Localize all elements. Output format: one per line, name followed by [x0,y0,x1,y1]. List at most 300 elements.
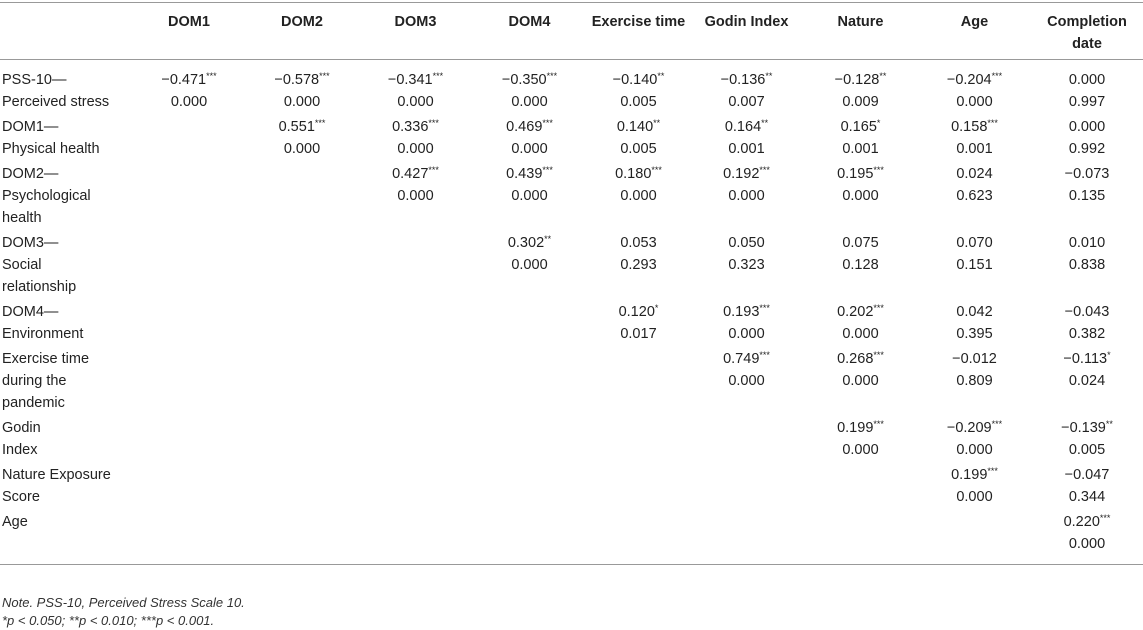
correlation-line [249,69,355,91]
column-header: DOM3 [394,14,437,30]
row-label [0,116,133,163]
p-value: 0.344 [1068,489,1106,505]
correlation-value: 0.336 [392,119,429,135]
table-header [0,3,1143,60]
p-value: 0.000 [842,373,879,389]
row-label-line: PSS-10— [2,72,67,88]
row-label-line: Score [2,489,40,505]
p-value: 0.000 [511,141,548,157]
correlation-value: 0.120 [618,304,655,320]
correlation-line [363,163,468,185]
table-cell [359,116,472,163]
table-cell [587,232,690,301]
table-body [0,60,1143,565]
table-cell [133,232,245,301]
row-label-line: DOM1— [2,119,59,135]
table-cell [1031,163,1143,232]
row-label [0,464,133,511]
significance-mark: *** [987,466,998,476]
p-value: 0.323 [728,257,765,273]
table-cell [1031,511,1143,565]
correlation-value: −0.073 [1064,166,1110,182]
correlation-line [476,163,583,185]
correlation-value: 0.193 [723,304,760,320]
table-cell [690,301,803,348]
row-label [0,163,133,232]
correlation-line [591,116,686,138]
table-row [0,464,1143,511]
table-cell [1031,417,1143,464]
row-label-line: Index [2,442,38,458]
p-value: 0.000 [728,373,765,389]
correlation-line [591,69,686,91]
table-cell [472,116,587,163]
correlation-value: 0.053 [620,235,657,251]
correlation-line [694,232,799,254]
table-cell [472,301,587,348]
significance-mark: *** [428,165,439,175]
significance-mark: * [876,118,881,128]
table-cell [690,348,803,417]
p-value: 0.001 [842,141,879,157]
table-row [0,232,1143,301]
correlation-line [1035,163,1139,185]
correlation-value: 0.199 [951,467,988,483]
correlation-value: 0.165 [840,119,877,135]
correlation-line [922,232,1027,254]
significance-mark: *** [546,71,558,81]
row-label-line: health [2,210,42,226]
correlation-line [363,116,468,138]
p-value: 0.000 [170,94,208,110]
p-value: 0.992 [1068,141,1106,157]
row-label-line: during the [2,373,67,389]
table-cell [690,232,803,301]
header-row [0,3,1143,60]
p-value: 0.000 [283,141,321,157]
table-cell [245,511,359,565]
p-value: 0.000 [283,94,321,110]
p-value: 0.997 [1068,94,1106,110]
table-cell [359,464,472,511]
correlation-line [1035,511,1139,533]
row-label-line: Physical health [2,141,100,157]
correlation-line [922,464,1027,486]
table-cell [359,301,472,348]
table-row [0,348,1143,417]
row-label [0,60,133,117]
correlation-value: −0.128 [834,72,880,88]
correlation-line [249,116,355,138]
correlation-line [476,69,583,91]
note-significance: *p < 0.050; **p < 0.010; ***p < 0.001. [2,613,215,628]
correlation-line [807,301,914,323]
table-cell [803,348,918,417]
correlation-value: 0.469 [506,119,543,135]
p-value: 0.382 [1068,326,1106,342]
table-cell [1031,301,1143,348]
row-label-line: DOM2— [2,166,59,182]
correlation-value: −0.113 [1063,351,1108,367]
correlation-value: −0.012 [952,351,997,367]
correlation-value: −0.578 [274,72,320,88]
table-cell [918,511,1031,565]
table-cell [587,417,690,464]
correlation-line [1035,69,1139,91]
correlation-value: 0.427 [392,166,429,182]
significance-mark: *** [428,118,439,128]
table-cell [690,511,803,565]
p-value: 0.005 [620,94,657,110]
table-cell [918,417,1031,464]
correlation-value: −0.043 [1064,304,1110,320]
p-value: 0.395 [956,326,993,342]
table-cell [133,511,245,565]
significance-mark: * [654,303,659,313]
table-cell [245,301,359,348]
table-cell [918,464,1031,511]
significance-mark: *** [651,165,662,175]
p-value: 0.009 [842,94,879,110]
table-cell [245,116,359,163]
row-label [0,511,133,565]
table-cell [133,60,245,117]
correlation-value: 0.140 [616,119,654,135]
correlation-value: 0.164 [724,119,762,135]
row-label-line: Exercise time [2,351,90,367]
correlation-line [922,116,1027,138]
table-cell [472,163,587,232]
correlation-value: 0.180 [615,166,652,182]
correlation-line [922,301,1027,323]
table-cell [587,116,690,163]
row-label-line: Psychological [2,188,91,204]
p-value: 0.000 [956,489,993,505]
correlation-value: 0.199 [837,420,874,436]
row-label-line: DOM4— [2,304,59,320]
table-cell [918,232,1031,301]
correlation-value: 0.075 [842,235,879,251]
row-label-line: Godin [2,420,41,436]
table-cell [587,301,690,348]
significance-mark: *** [759,303,770,313]
row-label [0,348,133,417]
significance-mark: ** [765,71,773,81]
row-label-line: relationship [2,279,77,295]
significance-mark: *** [542,165,553,175]
table-cell [1031,232,1143,301]
significance-mark: ** [761,118,769,128]
table-cell [918,60,1031,117]
table-row [0,511,1143,565]
table-cell [133,163,245,232]
p-value: 0.135 [1068,188,1106,204]
correlation-line [694,116,799,138]
correlation-line [137,69,241,91]
correlation-table [0,2,1143,565]
table-cell [690,163,803,232]
table-cell [245,417,359,464]
significance-mark: *** [432,71,444,81]
p-value: 0.000 [397,94,434,110]
header-blank [0,3,133,60]
correlation-value: −0.047 [1064,467,1110,483]
p-value: 0.000 [728,188,765,204]
table-cell [359,163,472,232]
p-value: 0.024 [1068,373,1106,389]
table-cell [359,60,472,117]
correlation-line [1035,232,1139,254]
table-cell [245,464,359,511]
correlation-value: 0.202 [837,304,874,320]
table-cell [133,301,245,348]
row-label-line: Nature Exposure [2,467,111,483]
table-cell [690,116,803,163]
correlation-value: 0.439 [506,166,543,182]
table-cell [245,348,359,417]
correlation-line [1035,417,1139,439]
table-cell [359,417,472,464]
table-cell [359,511,472,565]
column-header: Exercise time [591,14,686,30]
p-value: 0.000 [397,141,434,157]
p-value: 0.623 [956,188,993,204]
correlation-value: 0.192 [723,166,760,182]
table-cell [587,163,690,232]
p-value: 0.001 [728,141,765,157]
significance-mark: *** [1099,513,1111,523]
table-cell [587,60,690,117]
p-value: 0.151 [956,257,993,273]
correlation-value: −0.209 [946,420,992,436]
table-row [0,417,1143,464]
correlation-line [922,417,1027,439]
correlation-line [807,348,914,370]
table-cell [133,348,245,417]
table-cell [1031,348,1143,417]
significance-mark: ** [544,234,552,244]
table-cell [472,232,587,301]
correlation-value: 0.551 [278,119,315,135]
correlation-value: 0.195 [837,166,874,182]
table-cell [803,417,918,464]
table-cell [359,232,472,301]
table-cell [803,301,918,348]
table-cell [359,348,472,417]
p-value: 0.005 [620,141,657,157]
row-label [0,417,133,464]
p-value: 0.007 [728,94,765,110]
correlation-line [694,348,799,370]
p-value: 0.128 [842,257,879,273]
column-header: DOM4 [508,14,551,30]
p-value: 0.000 [842,326,879,342]
correlation-line [591,301,686,323]
table-cell [803,511,918,565]
significance-mark: ** [879,71,887,81]
row-label-line: Environment [2,326,84,342]
correlation-line [807,417,914,439]
p-value: 0.000 [511,188,548,204]
table-cell [918,348,1031,417]
correlation-line [363,69,468,91]
table-row [0,116,1143,163]
significance-mark: *** [319,71,330,81]
row-label-line: Perceived stress [2,94,110,110]
correlation-line [922,163,1027,185]
correlation-value: 0.024 [956,166,993,182]
table-cell [245,60,359,117]
p-value: 0.000 [956,94,993,110]
correlation-line [807,116,914,138]
p-value: 0.809 [956,373,993,389]
correlation-value: 0.302 [507,235,545,251]
table-cell [918,116,1031,163]
significance-mark: ** [657,71,665,81]
column-header: Completion date [1047,14,1127,52]
row-label-line: Age [2,514,28,530]
column-header: Nature [837,14,884,30]
table-cell [1031,464,1143,511]
correlation-value: 0.010 [1068,235,1106,251]
row-label-line: DOM3— [2,235,59,251]
table-cell [803,60,918,117]
table-cell [690,464,803,511]
significance-mark: *** [873,350,884,360]
note-abbreviation: Note. PSS-10, Perceived Stress Scale 10. [2,595,245,610]
table-row [0,163,1143,232]
p-value: 0.000 [511,94,548,110]
correlation-line [807,69,914,91]
correlation-value: 0.749 [723,351,760,367]
correlation-value: 0.000 [1068,119,1106,135]
column-header: Age [960,14,989,30]
correlation-value: −0.204 [946,72,992,88]
significance-mark: *** [987,118,998,128]
correlation-line [922,348,1027,370]
correlation-line [807,163,914,185]
table-cell [245,163,359,232]
correlation-line [694,69,799,91]
significance-mark: *** [873,303,884,313]
table-cell [1031,60,1143,117]
correlation-line [1035,116,1139,138]
correlation-value: −0.341 [387,72,433,88]
p-value: 0.000 [842,442,879,458]
table-cell [803,232,918,301]
table-cell [472,348,587,417]
significance-mark: ** [1105,419,1113,429]
correlation-value: 0.070 [956,235,993,251]
p-value: 0.000 [511,257,548,273]
correlation-value: 0.158 [951,119,988,135]
p-value: 0.838 [1068,257,1106,273]
correlation-value: −0.140 [612,72,658,88]
significance-mark: *** [759,165,770,175]
column-header: Godin Index [704,14,789,30]
column-header: DOM1 [168,14,210,30]
table-cell [587,464,690,511]
p-value: 0.000 [842,188,879,204]
p-value: 0.000 [728,326,765,342]
significance-mark: *** [873,165,884,175]
table-cell [472,511,587,565]
table-cell [133,116,245,163]
correlation-value: 0.268 [837,351,874,367]
correlation-value: −0.471 [161,72,207,88]
table-cell [918,301,1031,348]
correlation-value: 0.042 [956,304,993,320]
correlation-line [694,163,799,185]
p-value: 0.000 [620,188,657,204]
table-cell [803,116,918,163]
correlation-line [1035,464,1139,486]
p-value: 0.000 [1068,536,1106,552]
correlation-line [1035,348,1139,370]
correlation-value: 0.000 [1068,72,1106,88]
row-label [0,301,133,348]
p-value: 0.001 [956,141,993,157]
correlation-line [476,116,583,138]
p-value: 0.000 [956,442,993,458]
row-label-line: Social [2,257,42,273]
table-cell [690,417,803,464]
correlation-value: 0.050 [728,235,765,251]
table-cell [472,464,587,511]
row-label [0,232,133,301]
correlation-line [591,163,686,185]
p-value: 0.293 [620,257,657,273]
column-header: DOM2 [281,14,323,30]
correlation-line [922,69,1027,91]
table-row [0,60,1143,117]
row-label-line: pandemic [2,395,65,411]
p-value: 0.017 [620,326,657,342]
table-cell [472,60,587,117]
significance-mark: ** [653,118,661,128]
table-cell [472,417,587,464]
table-cell [245,232,359,301]
significance-mark: *** [873,419,884,429]
significance-mark: * [1107,350,1111,360]
correlation-line [476,232,583,254]
table-cell [918,163,1031,232]
significance-mark: *** [759,350,770,360]
correlation-value: −0.139 [1061,420,1106,436]
table-cell [587,348,690,417]
table-cell [133,417,245,464]
table-cell [133,464,245,511]
table-cell [1031,116,1143,163]
significance-mark: *** [991,71,1003,81]
significance-mark: *** [991,419,1003,429]
table-cell [690,60,803,117]
correlation-value: −0.136 [720,72,766,88]
table-notes [2,594,245,630]
correlation-line [694,301,799,323]
p-value: 0.000 [397,188,434,204]
table-cell [803,464,918,511]
significance-mark: *** [314,118,326,128]
significance-mark: *** [206,71,217,81]
p-value: 0.005 [1068,442,1106,458]
table-cell [587,511,690,565]
table-row [0,301,1143,348]
correlation-value: 0.220 [1063,514,1100,530]
correlation-value: −0.350 [501,72,547,88]
significance-mark: *** [542,118,553,128]
table-cell [803,163,918,232]
